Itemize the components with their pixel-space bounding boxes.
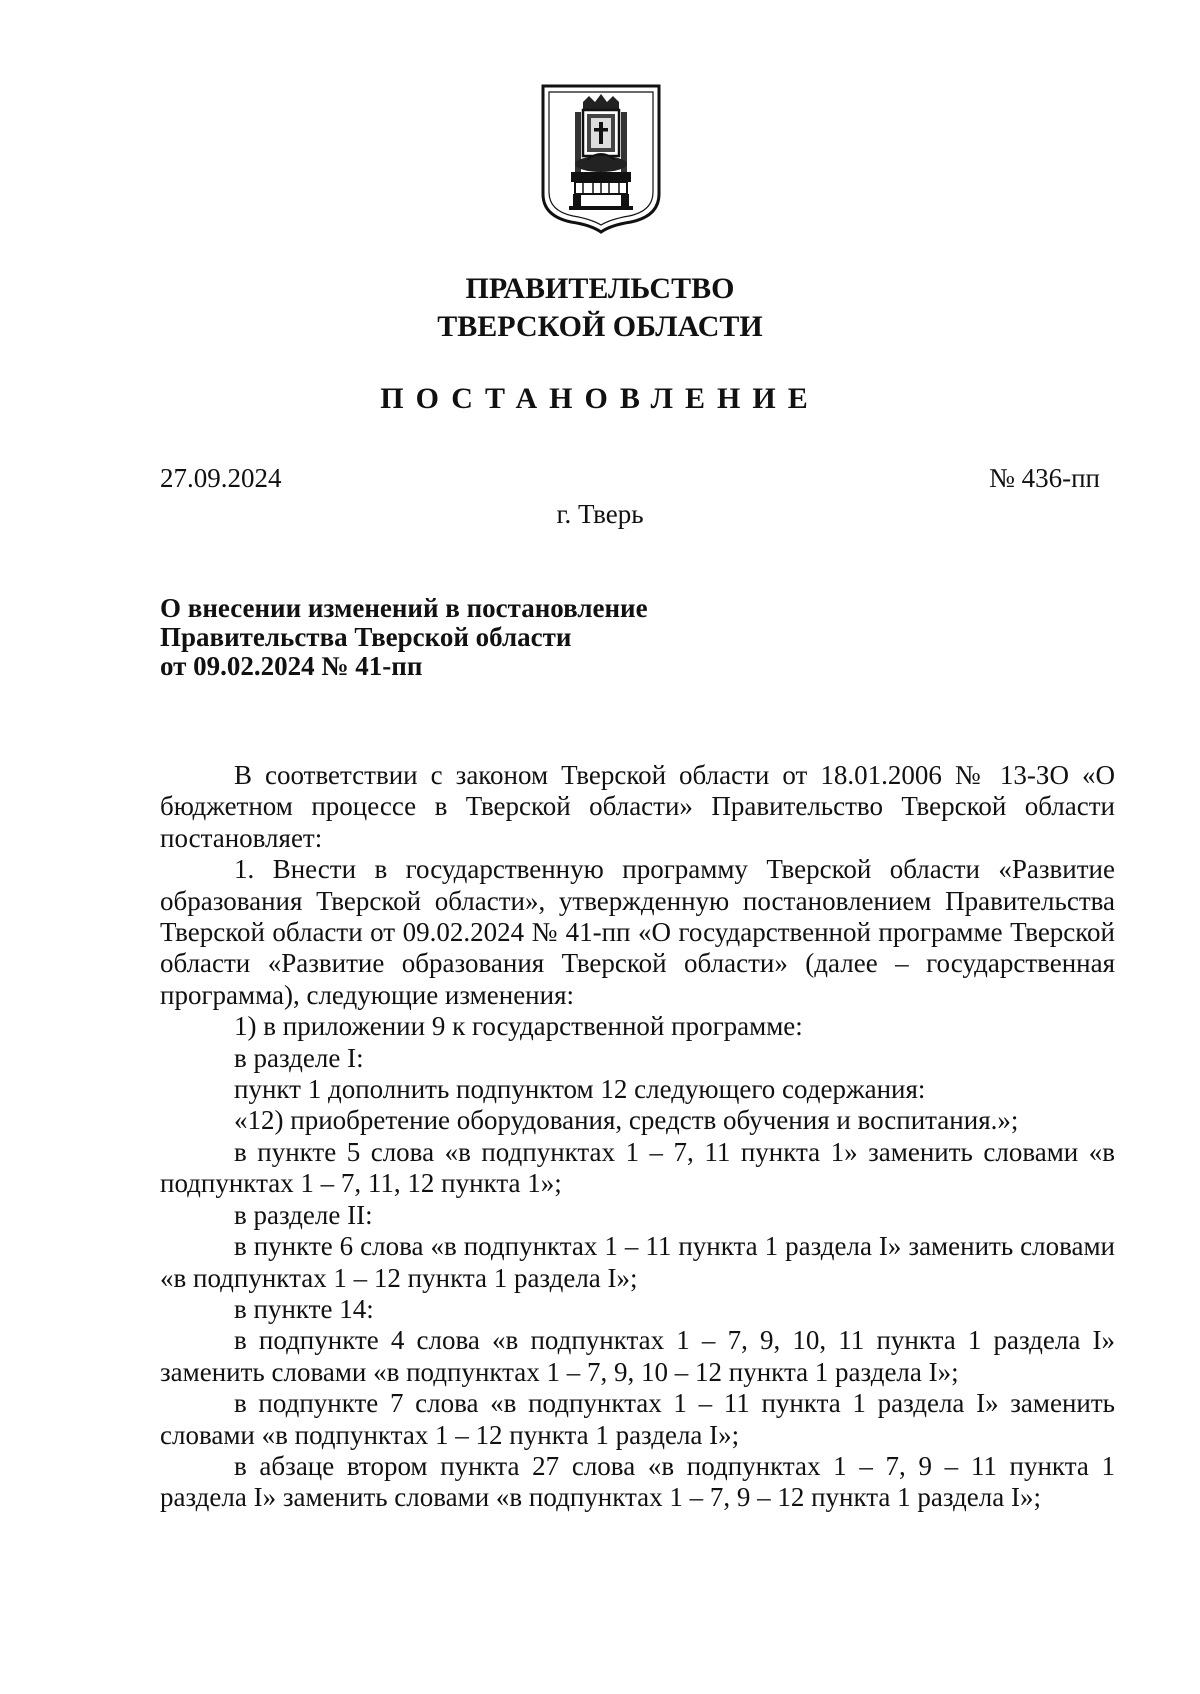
body-paragraph: в пункте 6 слова «в подпунктах 1 – 11 пункта 1 раздела I» заменить словами «в подпунктах 1 – 12 пункта 1 раздела I»; bbox=[160, 1231, 1115, 1293]
body-paragraph: в разделе I: bbox=[234, 1042, 364, 1073]
body-paragraph: 1) в приложении 9 к государственной программе: bbox=[234, 1011, 803, 1042]
body-paragraph: в пункте 5 слова «в подпунктах 1 – 7, 11 пункта 1» заменить словами «в подпунктах 1 – 7, 11, 12 пункта 1»; bbox=[160, 1136, 1115, 1199]
document-city: г. Тверь bbox=[556, 499, 644, 529]
body-paragraph: В соответствии с законом Тверской области от 18.01.2006 № 13-ЗО «О бюджетном процессе в Тверской области» Правительство Тверской области постановляет: bbox=[160, 760, 1115, 853]
body-paragraph: «12) приобретение оборудования, средств обучения и воспитания.»; bbox=[234, 1105, 1019, 1136]
subject-line: О внесении изменений в постановление bbox=[160, 593, 648, 623]
document-number: № 436-пп bbox=[989, 463, 1100, 493]
government-title-line2: ТВЕРСКОЙ ОБЛАСТИ bbox=[437, 310, 763, 343]
document-type: ПОСТАНОВЛЕНИЕ bbox=[380, 382, 820, 415]
subject-line: Правительства Тверской области bbox=[160, 622, 572, 652]
body-paragraph: в абзаце втором пункта 27 слова «в подпунктах 1 – 7, 9 – 11 пункта 1 раздела I» заменить словами «в подпунктах 1 – 7, 9 – 12 пункта 1 раздела I»; bbox=[160, 1450, 1115, 1513]
body-paragraph: в подпункте 4 слова «в подпунктах 1 – 7, 9, 10, 11 пункта 1 раздела I» заменить словами «в подпунктах 1 – 7, 9, 10 – 12 пункта 1 раздела I»; bbox=[160, 1325, 1115, 1387]
body-paragraph: 1. Внести в государственную программу Тверской области «Развитие образования Тверской области», утвержденную постановлением Правительства Тверской области от 09.02.2024 № 41-пп «О государственной программе Тверской области «Развитие образования Тверской области» (далее – государственная программа), следующие изменения: bbox=[160, 854, 1115, 1010]
body-paragraph: в подпункте 7 слова «в подпунктах 1 – 11 пункта 1 раздела I» заменить словами «в подпунктах 1 – 12 пункта 1 раздела I»; bbox=[160, 1388, 1115, 1450]
government-title-line1: ПРАВИТЕЛЬСТВО bbox=[465, 272, 735, 305]
document-subject bbox=[160, 594, 648, 681]
body-paragraph: в пункте 14: bbox=[234, 1293, 374, 1324]
body-paragraph: пункт 1 дополнить подпунктом 12 следующего содержания: bbox=[234, 1074, 926, 1105]
document-date: 27.09.2024 bbox=[160, 463, 282, 493]
subject-line: от 09.02.2024 № 41-пп bbox=[160, 651, 423, 681]
tver-coat-of-arms-icon bbox=[539, 82, 663, 234]
document-body bbox=[160, 760, 1115, 1514]
body-paragraph: в разделе II: bbox=[234, 1199, 373, 1230]
